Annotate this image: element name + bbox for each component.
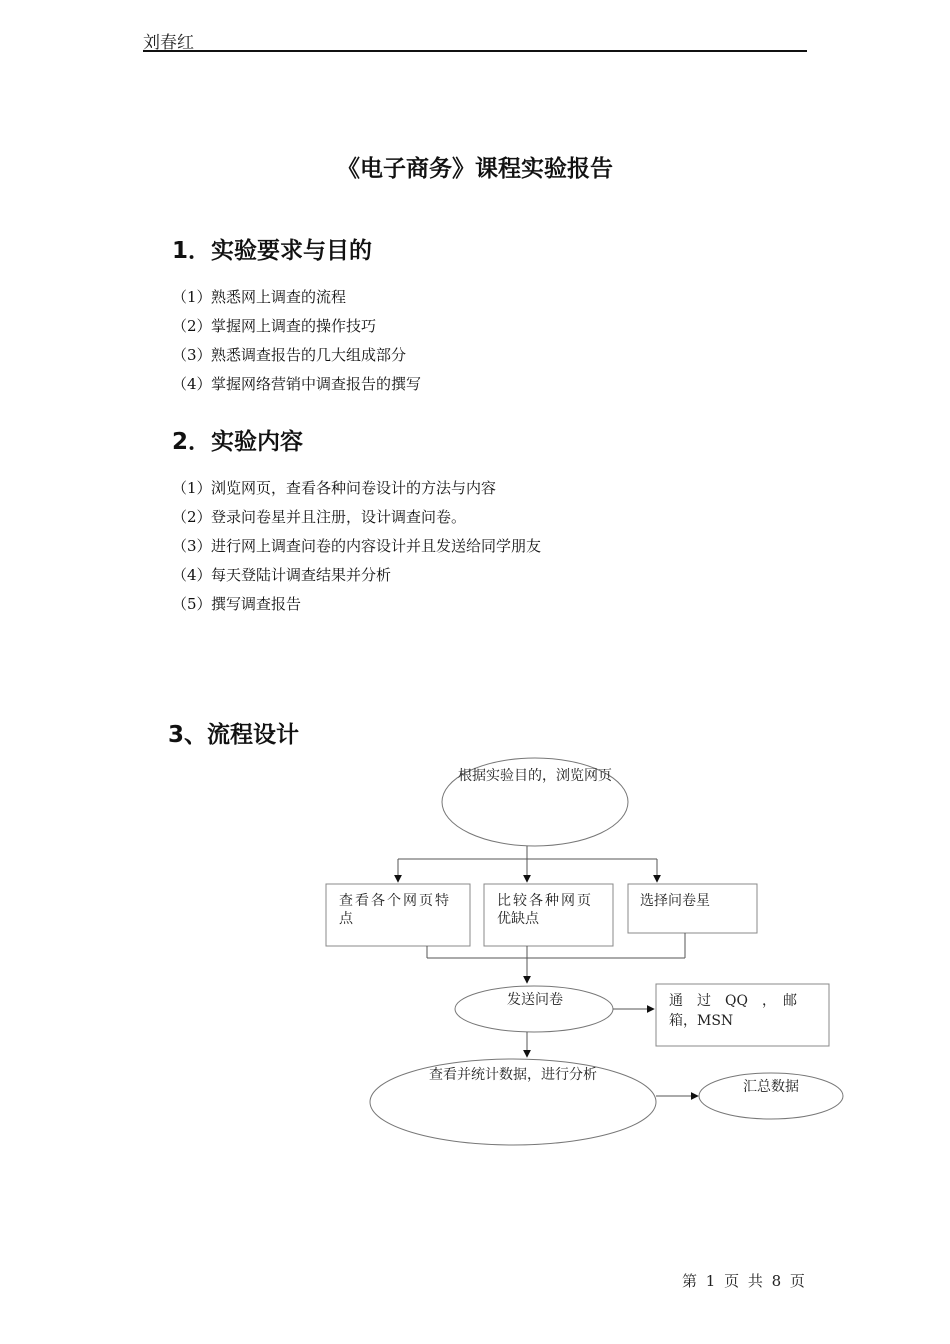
list-item-text: 掌握网络营销中调查报告的撰写: [211, 375, 422, 393]
page-footer: 第 1 页 共 8 页: [682, 1272, 805, 1290]
list-item-number: （2）: [172, 508, 212, 526]
list-item-number: （5）: [172, 595, 212, 613]
list-item-number: （4）: [172, 375, 212, 393]
flow-box-channels-line1: 通 过 QQ ， 邮: [669, 993, 797, 1009]
list-item-text: 浏览网页，查看各种问卷设计的方法与内容: [211, 479, 497, 497]
section-1-heading: 1．实验要求与目的: [172, 238, 373, 264]
list-item-text: 每天登陆计调查结果并分析: [211, 566, 392, 584]
list-item-number: （4）: [172, 566, 212, 584]
flow-analyze-label: 查看并统计数据，进行分析: [429, 1067, 597, 1083]
section-3-heading: 3、流程设计: [168, 722, 300, 748]
list-item-text: 撰写调查报告: [211, 595, 302, 613]
flow-box-choose-wjx-label: 选择问卷星: [640, 893, 710, 909]
list-item-number: （3）: [172, 346, 212, 364]
list-item-text: 掌握网上调查的操作技巧: [211, 317, 377, 335]
flow-box-compare-line1: 比较各种网页: [497, 893, 593, 909]
flow-summary-label: 汇总数据: [743, 1079, 799, 1095]
list-item-text: 熟悉调查报告的几大组成部分: [211, 346, 407, 364]
flow-box-channels-line2: 箱，MSN: [669, 1013, 734, 1029]
document-title: 《电子商务》课程实验报告: [337, 156, 613, 182]
list-item-number: （1）: [172, 288, 212, 306]
flow-box-view-features-line2: 点: [339, 911, 353, 927]
flow-send-label: 发送问卷: [507, 992, 563, 1008]
list-item-number: （2）: [172, 317, 212, 335]
list-item-text: 进行网上调查问卷的内容设计并且发送给同学朋友: [211, 537, 542, 555]
list-item-number: （1）: [172, 479, 212, 497]
section-2-heading: 2．实验内容: [172, 429, 304, 455]
flow-box-compare-line2: 优缺点: [497, 911, 539, 927]
list-item-text: 熟悉网上调查的流程: [211, 288, 347, 306]
flow-start-label: 根据实验目的，浏览网页: [458, 768, 612, 784]
flow-box-view-features-line1: 查看各个网页特: [339, 893, 451, 909]
header-author: 刘春红: [143, 33, 194, 53]
list-item-text: 登录问卷星并且注册，设计调查问卷。: [211, 508, 467, 526]
list-item-number: （3）: [172, 537, 212, 555]
